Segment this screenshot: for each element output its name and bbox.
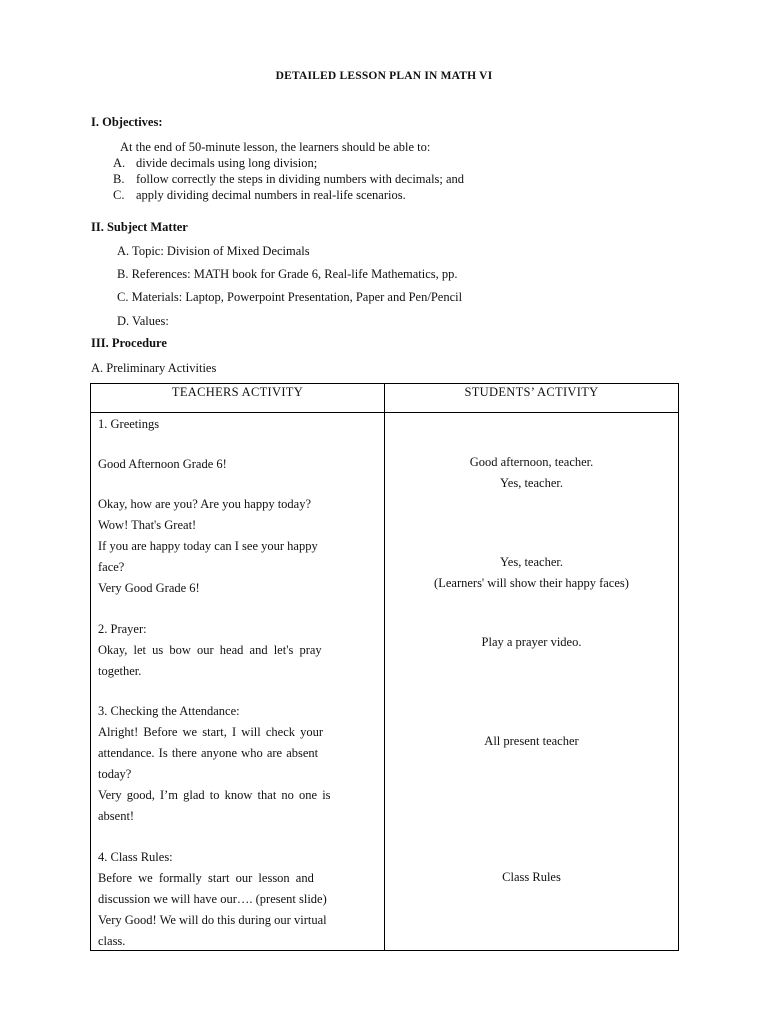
student-line: (Learners' will show their happy faces) xyxy=(434,576,629,590)
objective-marker: C. xyxy=(113,188,125,202)
teacher-line: Okay, let us bow our head and let's pray xyxy=(98,643,322,657)
subject-item-values: D. Values: xyxy=(117,314,169,328)
student-line: Class Rules xyxy=(502,870,561,884)
teacher-line: face? xyxy=(98,560,125,574)
objective-marker: A. xyxy=(113,156,126,170)
subject-item-topic: A. Topic: Division of Mixed Decimals xyxy=(117,244,310,258)
student-line: Yes, teacher. xyxy=(500,476,563,490)
teacher-line: discussion we will have our…. (present slide) xyxy=(98,892,327,906)
objective-item xyxy=(113,156,317,171)
teacher-line: Okay, how are you? Are you happy today? xyxy=(98,497,312,511)
teacher-line: together. xyxy=(98,664,142,678)
subject-matter-heading: II. Subject Matter xyxy=(91,220,188,234)
students-activity-header: STUDENTS’ ACTIVITY xyxy=(385,384,679,413)
teacher-line: Alright! Before we start, I will check your xyxy=(98,725,324,739)
student-line: Play a prayer video. xyxy=(481,635,582,649)
teacher-line: Good Afternoon Grade 6! xyxy=(98,457,227,471)
teacher-line: Very good, I’m glad to know that no one is xyxy=(98,788,331,802)
teacher-line: Very Good Grade 6! xyxy=(98,581,200,595)
objective-text: apply dividing decimal numbers in real-life scenarios. xyxy=(136,188,406,202)
teachers-activity-cell xyxy=(91,413,385,951)
student-line: All present teacher xyxy=(484,734,579,748)
objective-text: follow correctly the steps in dividing numbers with decimals; and xyxy=(136,172,465,186)
students-activity-cell xyxy=(385,413,679,951)
objective-item xyxy=(113,172,464,187)
teacher-line: 2. Prayer: xyxy=(98,622,147,636)
student-line: Good afternoon, teacher. xyxy=(469,455,594,469)
teacher-line: 1. Greetings xyxy=(98,417,160,431)
teacher-line: today? xyxy=(98,767,132,781)
preliminary-activities-heading: A. Preliminary Activities xyxy=(91,361,217,375)
teacher-line: absent! xyxy=(98,809,135,823)
table-header-row xyxy=(91,384,679,413)
document-title: DETAILED LESSON PLAN IN MATH VI xyxy=(275,70,493,82)
teacher-line: If you are happy today can I see your happy xyxy=(98,539,318,553)
activities-table xyxy=(90,383,679,951)
student-line: Yes, teacher. xyxy=(500,555,563,569)
teachers-activity-header: TEACHERS ACTIVITY xyxy=(91,384,385,413)
subject-item-references: B. References: MATH book for Grade 6, Real-life Mathematics, pp. xyxy=(117,267,458,281)
teacher-line: 4. Class Rules: xyxy=(98,850,173,864)
objective-marker: B. xyxy=(113,172,125,186)
table-row xyxy=(91,413,679,951)
objectives-heading: I. Objectives: xyxy=(91,115,163,129)
teacher-line: class. xyxy=(98,934,126,948)
teacher-line: Wow! That's Great! xyxy=(98,518,197,532)
objective-item xyxy=(113,188,406,203)
teacher-line: Very Good! We will do this during our virtual xyxy=(98,913,327,927)
teacher-line: Before we formally start our lesson and xyxy=(98,871,314,885)
objectives-intro: At the end of 50-minute lesson, the learners should be able to: xyxy=(120,140,431,154)
teacher-line: attendance. Is there anyone who are absent xyxy=(98,746,319,760)
subject-item-materials: C. Materials: Laptop, Powerpoint Presentation, Paper and Pen/Pencil xyxy=(117,290,463,304)
objective-text: divide decimals using long division; xyxy=(136,156,318,170)
procedure-heading: III. Procedure xyxy=(91,336,167,350)
teacher-line: 3. Checking the Attendance: xyxy=(98,704,240,718)
